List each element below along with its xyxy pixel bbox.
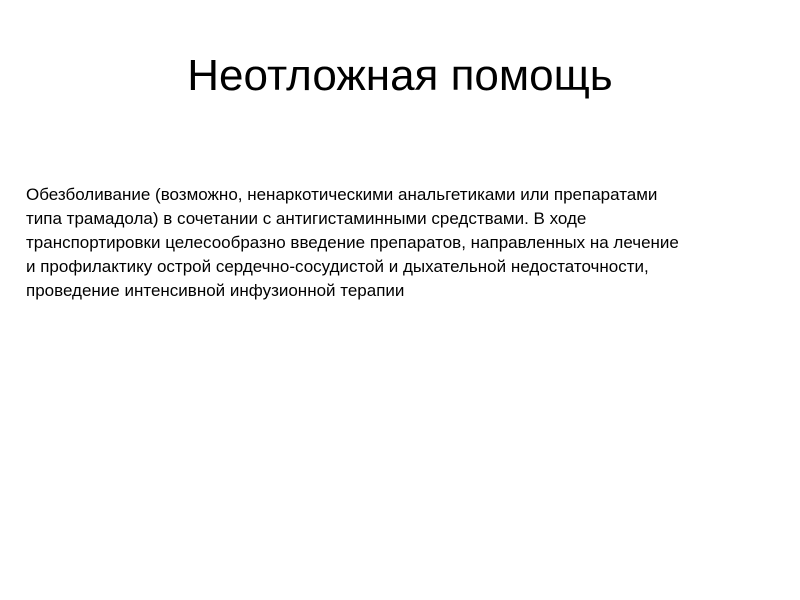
body-line: проведение интенсивной инфузионной терапии [26, 281, 405, 300]
slide-body-text [26, 183, 786, 303]
body-line: и профилактику острой сердечно-сосудистой и дыхательной недостаточности, [26, 257, 649, 276]
body-line: транспортировки целесообразно введение препаратов, направленных на лечение [26, 233, 679, 252]
slide-title: Неотложная помощь [187, 51, 613, 100]
body-line: Обезболивание (возможно, ненаркотическими анальгетиками или препаратами [26, 185, 658, 204]
body-line: типа трамадола) в сочетании с антигистаминными средствами. В ходе [26, 209, 587, 228]
